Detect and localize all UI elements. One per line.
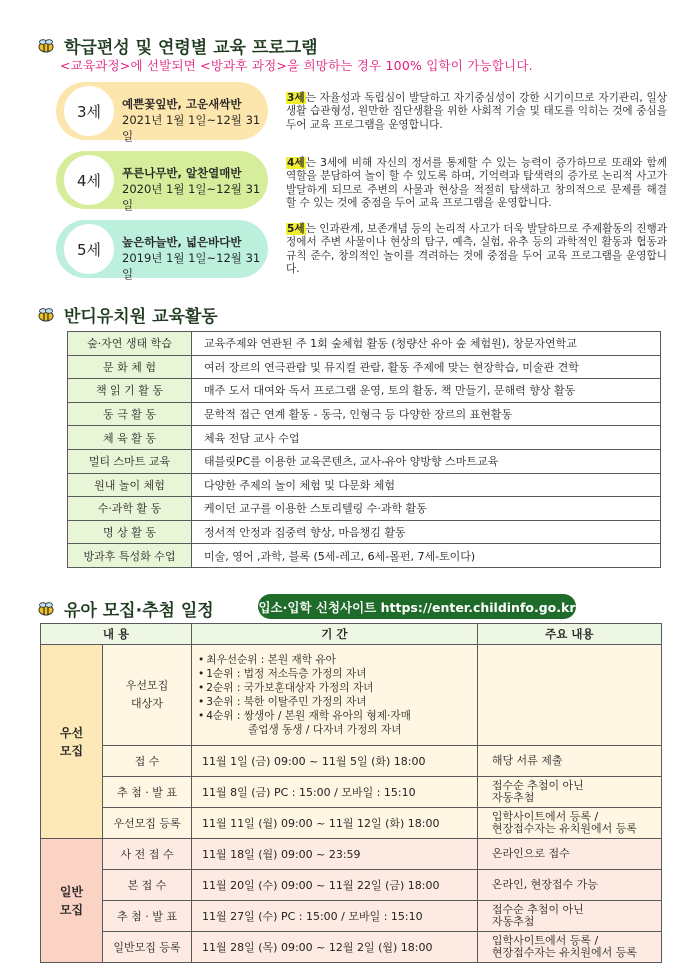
- row-label: 일반모집 등록: [103, 932, 192, 963]
- table-row: [68, 497, 661, 521]
- note-line: 입학사이트에서 등록 /: [491, 934, 599, 947]
- table-row: [41, 901, 662, 932]
- table-row: [41, 870, 662, 901]
- activity-name: 숲·자연 생태 학습: [68, 332, 192, 356]
- row-label: 우선모집 등록: [103, 808, 192, 839]
- table-row: [41, 645, 662, 746]
- activity-name: 원내 놀이 체험: [68, 473, 192, 497]
- age-pill: [56, 220, 268, 281]
- age-highlight: 3세: [287, 92, 305, 104]
- header-notes: 주요 내용: [477, 624, 661, 645]
- activity-detail: 미술, 영어 ,과학, 블록 (5세-레고, 6세-몰펀, 7세-토이다): [192, 544, 661, 568]
- activity-name: 멀티 스마트 교육: [68, 449, 192, 473]
- row-period: 11월 11일 (월) 09:00 ~ 11월 12일 (화) 18:00: [192, 808, 478, 839]
- qual-item: • 4순위 : 쌍생아 / 본원 재학 유아의 형제·자매: [198, 709, 477, 723]
- label-line: 우선모집: [125, 679, 169, 692]
- table-row: [41, 746, 662, 777]
- row-label: 추 첨 · 발 표: [103, 777, 192, 808]
- row-label: 접 수: [103, 746, 192, 777]
- label-line: 대상자: [131, 697, 163, 710]
- table-header-row: [41, 624, 662, 645]
- activity-name: 명 상 활 동: [68, 520, 192, 544]
- bee-icon: [36, 308, 56, 322]
- qual-item: • 2순위 : 국가보훈대상자 가정의 자녀: [198, 681, 477, 695]
- birth-range: 2021년 1월 1일~12월 31일: [122, 113, 261, 143]
- table-row: [68, 402, 661, 426]
- age-label: 4세: [76, 171, 102, 190]
- table-row: [68, 426, 661, 450]
- activity-detail: 문학적 접근 연계 활동 - 동극, 인형극 등 다양한 장르의 표현활동: [192, 402, 661, 426]
- class-names: 예쁜꽃잎반, 고운새싹반: [122, 97, 242, 111]
- age-info: [122, 234, 268, 282]
- activity-name: 동 극 활 동: [68, 402, 192, 426]
- row-period: 11월 28일 (목) 09:00 ~ 12월 2일 (월) 18:00: [192, 932, 478, 963]
- table-row: [68, 520, 661, 544]
- activity-detail: 정서적 안정과 집중력 향상, 마음챙김 활동: [192, 520, 661, 544]
- table-row: [68, 332, 661, 356]
- table-row: [41, 777, 662, 808]
- age-pill: [56, 82, 268, 143]
- row-period: 11월 1일 (금) 09:00 ~ 11월 5일 (화) 18:00: [192, 746, 478, 777]
- age-circle: [64, 224, 114, 274]
- activity-detail: 교육주제와 연관된 주 1회 숲체험 활동 (청량산 유아 숲 체험원), 창문자연학교: [192, 332, 661, 356]
- row-note: [477, 870, 661, 901]
- age-label: 3세: [76, 102, 102, 121]
- age-highlight: 4세: [287, 157, 305, 169]
- row-period: 11월 8일 (금) PC : 15:00 / 모바일 : 15:10: [192, 777, 478, 808]
- age-highlight: 5세: [287, 223, 305, 235]
- activity-name: 수·과학 활 동: [68, 497, 192, 521]
- priority-quals: [192, 645, 478, 746]
- note-line: 온라인으로 접수: [491, 847, 570, 860]
- age-info: [122, 96, 268, 144]
- group-general: [41, 839, 103, 963]
- section-title-activities: 반디유치원 교육활동: [36, 302, 218, 327]
- activity-name: 문 화 체 험: [68, 355, 192, 379]
- age-desc-text: 는 3세에 비해 자신의 정서를 통제할 수 있는 능력이 증가하므로 또래와 함께 역할을 분담하여 놀이 할 수 있도록 하며, 기억력과 탐색력의 증가로 논리적 사고가 발달하게 되므로 주변의 사물과 현상을 적절히 탐색하고 창의적으로 문제를 해결 할 수 있는 것에 중점을 두어 교육 프로그램을 운영합니다.: [286, 157, 667, 210]
- note-line: 해당 서류 제출: [491, 754, 563, 767]
- age-desc-text: 는 자율성과 독립심이 발달하고 자기중심성이 강한 시기이므로 자기관리, 일상생활 습관형성, 원만한 집단생활을 위한 사회적 기술 및 태도를 익히는 것에 중심을 두어 교육 프로그램을 운영합니다.: [286, 92, 667, 131]
- age-desc-text: 는 인과관계, 보존개념 등의 논리적 사고가 더욱 발달하므로 주제활동의 진행과정에서 주변 사물이나 현상의 탐구, 예측, 실험, 유추 등의 과학적인 활동과 협동과 규칙 준수, 창의적인 놀이를 격려하는 것에 중점을 두어 교육 프로그램을 운영합니다.: [286, 223, 667, 276]
- priority-target-label: [103, 645, 192, 746]
- group-line: 일반: [59, 884, 84, 899]
- class-names: 푸른나무반, 알찬열매반: [122, 166, 242, 180]
- age-description: [286, 223, 667, 277]
- section-title-recruit: 유아 모집·추첨 일정: [36, 596, 214, 621]
- row-period: 11월 27일 (수) PC : 15:00 / 모바일 : 15:10: [192, 901, 478, 932]
- qual-item: • 3순위 : 북한 이탈주민 가정의 자녀: [198, 695, 477, 709]
- age-info: [122, 165, 268, 213]
- class-names: 높은하늘반, 넓은바다반: [122, 235, 242, 249]
- note-line: 접수순 추첨이 아닌: [491, 779, 584, 792]
- activity-detail: 여러 장르의 연극관람 및 뮤지컬 관람, 활동 주제에 맞는 현장학습, 미술관 견학: [192, 355, 661, 379]
- age-circle: [64, 155, 114, 205]
- table-row: [68, 544, 661, 568]
- table-row: [68, 379, 661, 403]
- age-description: [286, 92, 667, 132]
- group-priority: [41, 645, 103, 839]
- bee-icon: [36, 602, 56, 616]
- qual-item: • 최우선순위 : 본원 재학 유아: [198, 653, 477, 667]
- row-note: [477, 777, 661, 808]
- row-label: 추 첨 · 발 표: [103, 901, 192, 932]
- activity-detail: 태블릿PC를 이용한 교육콘텐츠, 교사-유아 양방향 스마트교육: [192, 449, 661, 473]
- age-description: [286, 157, 667, 211]
- header-period: 기 간: [192, 624, 478, 645]
- birth-range: 2019년 1월 1일~12월 31일: [122, 251, 261, 281]
- activity-detail: 케이던 교구를 이용한 스토리텔링 수·과학 활동: [192, 497, 661, 521]
- qual-item: 졸업생 동생 / 다자녀 가정의 자녀: [248, 724, 402, 736]
- age-label: 5세: [76, 240, 102, 259]
- apply-site-link[interactable]: 입소·입학 신청사이트 https://enter.childinfo.go.kr: [258, 594, 576, 619]
- note-line: 접수순 추첨이 아닌: [491, 903, 584, 916]
- table-row: [41, 839, 662, 870]
- activity-name: 책 읽 기 활 동: [68, 379, 192, 403]
- activity-name: 체 육 활 동: [68, 426, 192, 450]
- row-label: 사 전 접 수: [103, 839, 192, 870]
- recruit-schedule-table: [40, 623, 662, 963]
- qual-item: • 1순위 : 법정 저소득층 가정의 자녀: [198, 667, 477, 681]
- age-circle: [64, 86, 114, 136]
- age-pill: [56, 151, 268, 212]
- birth-range: 2020년 1월 1일~12월 31일: [122, 182, 261, 212]
- row-note: [477, 746, 661, 777]
- table-row: [41, 808, 662, 839]
- activity-detail: 매주 도서 대여와 독서 프로그램 운영, 토의 활동, 책 만들기, 문해력 향상 활동: [192, 379, 661, 403]
- header-content: 내 용: [41, 624, 192, 645]
- note-line: 현장접수자는 유치원에서 등록: [491, 822, 637, 835]
- table-row: [68, 355, 661, 379]
- note-line: 온라인, 현장접수 가능: [491, 878, 598, 891]
- row-period: 11월 20일 (수) 09:00 ~ 11월 22일 (금) 18:00: [192, 870, 478, 901]
- row-period: 11월 18일 (월) 09:00 ~ 23:59: [192, 839, 478, 870]
- table-row: [68, 473, 661, 497]
- row-note: [477, 839, 661, 870]
- activity-name: 방과후 특성화 수업: [68, 544, 192, 568]
- note-line: 입학사이트에서 등록 /: [491, 810, 599, 823]
- enroll-subtitle: <교육과정>에 선발되면 <방과후 과정>을 희망하는 경우 100% 입학이 가능합니다.: [60, 58, 533, 73]
- row-note: [477, 808, 661, 839]
- row-note: [477, 901, 661, 932]
- bee-icon: [36, 39, 56, 53]
- row-note: [477, 932, 661, 963]
- row-label: 본 접 수: [103, 870, 192, 901]
- priority-quals-note: [477, 645, 661, 746]
- activities-table: [67, 331, 661, 568]
- group-line: 모집: [59, 902, 84, 917]
- table-row: [41, 932, 662, 963]
- note-line: 현장접수자는 유치원에서 등록: [491, 946, 637, 959]
- section-title-classes: 학급편성 및 연령별 교육 프로그램: [36, 33, 318, 58]
- note-line: 자동추첨: [491, 915, 535, 928]
- group-line: 우선: [59, 725, 84, 740]
- note-line: 자동추첨: [491, 791, 535, 804]
- activity-detail: 체육 전담 교사 수업: [192, 426, 661, 450]
- table-row: [68, 449, 661, 473]
- activity-detail: 다양한 주제의 놀이 체험 및 다문화 체험: [192, 473, 661, 497]
- group-line: 모집: [59, 743, 84, 758]
